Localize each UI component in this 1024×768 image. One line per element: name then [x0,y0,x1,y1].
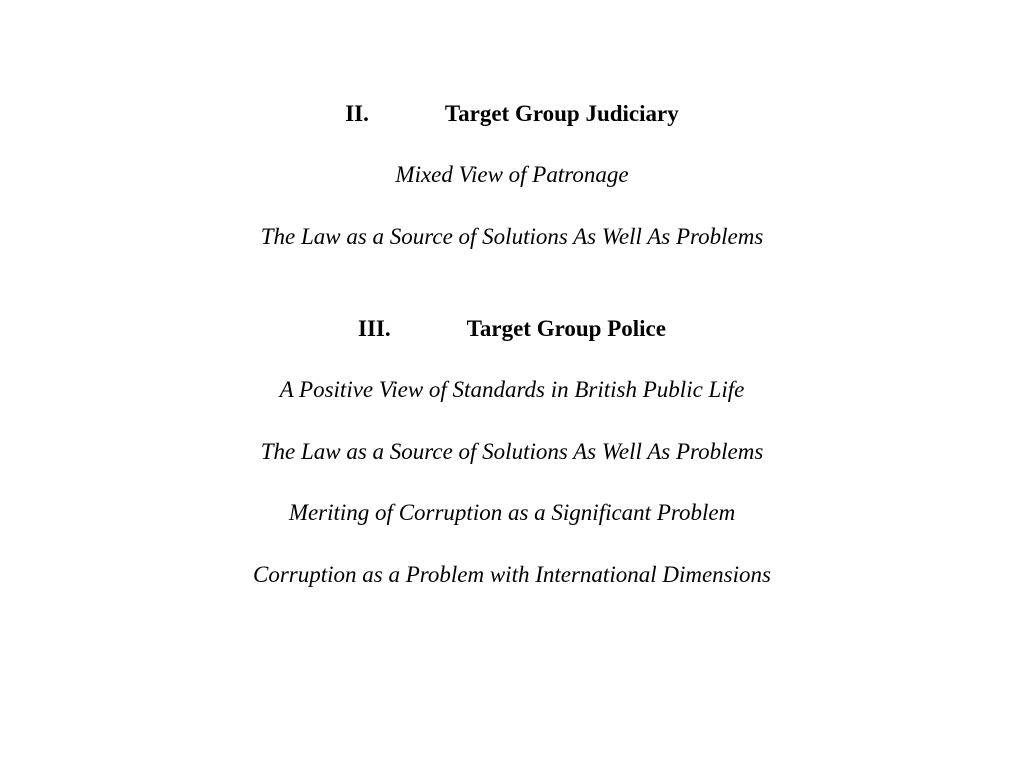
section-number: II. [345,101,369,126]
section-heading-police [0,315,1024,343]
section-item: Mixed View of Patronage [395,162,629,187]
section-title: Target Group Judiciary [444,101,679,126]
section-title: Target Group Police [466,316,666,341]
section-item: The Law as a Source of Solutions As Well As Problems [260,224,764,249]
section-item: The Law as a Source of Solutions As Well As Problems [260,439,764,464]
section-heading-judiciary [0,100,1024,128]
section-item: A Positive View of Standards in British Public Life [279,377,745,402]
section-number: III. [358,316,391,341]
section-item: Corruption as a Problem with International Dimensions [253,562,771,587]
section-item: Meriting of Corruption as a Significant Problem [288,500,736,525]
